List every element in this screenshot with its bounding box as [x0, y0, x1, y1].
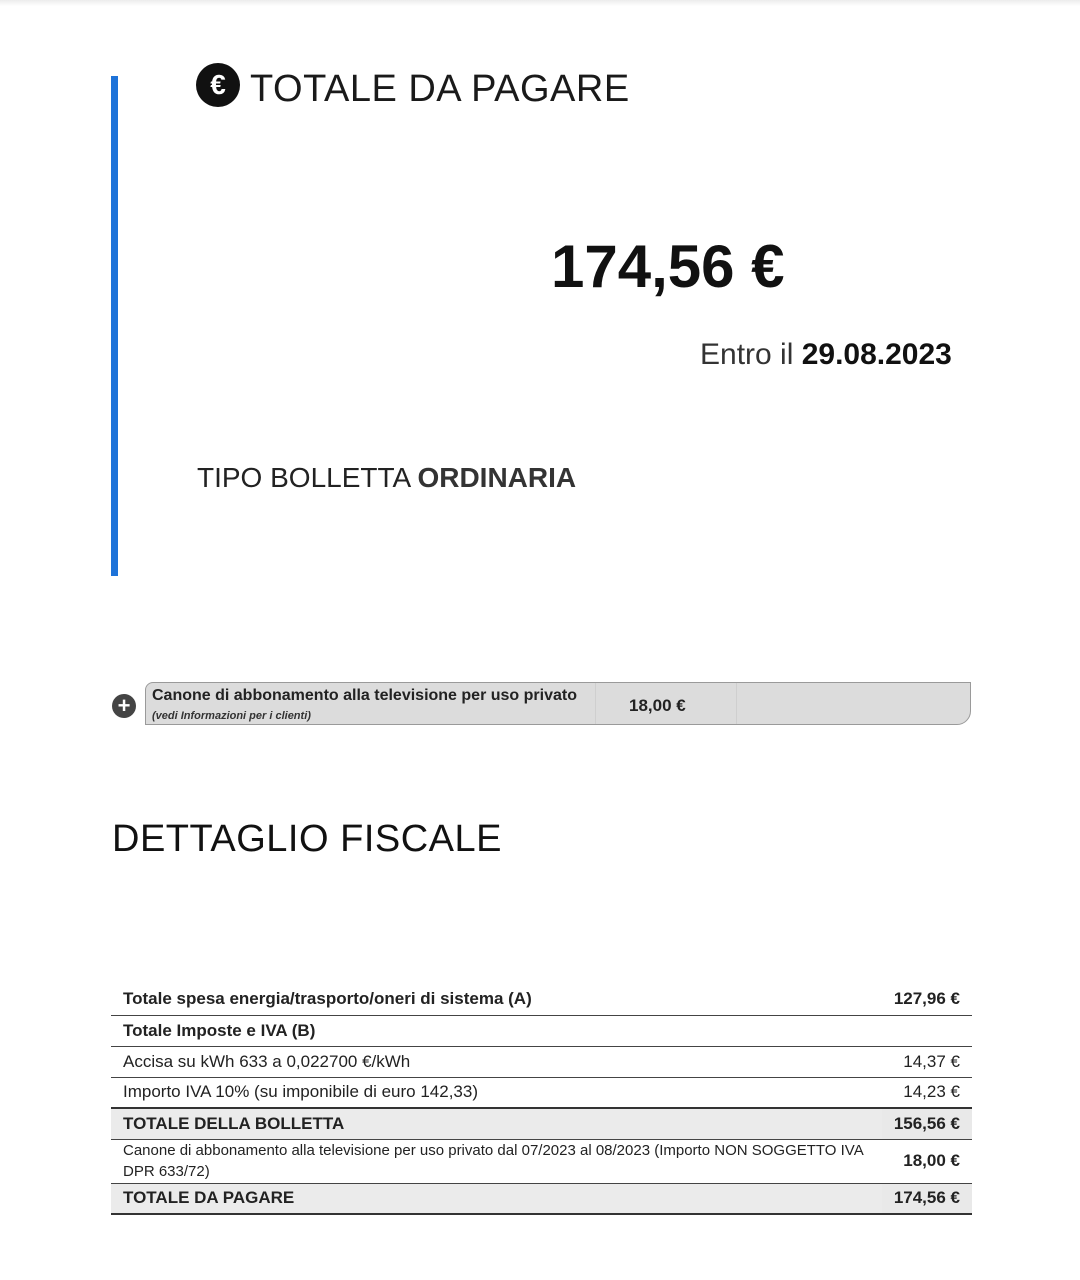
row-label: Totale Imposte e IVA (B) [123, 1020, 316, 1040]
bill-type [197, 462, 576, 494]
row-value: 174,56 € [882, 1183, 972, 1214]
plus-icon[interactable]: + [112, 694, 136, 718]
canone-note: (vedi Informazioni per i clienti) [152, 710, 311, 722]
row-value: 14,23 € [903, 1082, 960, 1102]
fiscal-table [111, 984, 972, 1215]
top-shadow [0, 0, 1080, 6]
row-value: 14,37 € [903, 1051, 960, 1071]
table-row [111, 1015, 972, 1046]
table-row [111, 1077, 972, 1108]
header-title: TOTALE DA PAGARE [250, 68, 630, 110]
euro-icon: € [196, 63, 240, 107]
canone-value: 18,00 € [629, 696, 686, 715]
due-date-value: 29.08.2023 [801, 338, 952, 371]
canone-box [145, 682, 971, 725]
row-value [882, 1015, 972, 1046]
row-value: 127,96 € [893, 989, 960, 1009]
total-header [196, 68, 630, 111]
table-row [111, 1046, 972, 1077]
table-row [111, 1139, 972, 1183]
row-value: 18,00 € [903, 1151, 960, 1170]
table-row [111, 984, 972, 1015]
accent-bar [111, 76, 118, 576]
bill-type-prefix: TIPO BOLLETTA [197, 462, 418, 493]
total-amount: 174,56 € [551, 233, 785, 300]
row-label: Totale spesa energia/trasporto/oneri di sistema (A) [123, 989, 532, 1009]
row-label: Accisa su kWh 633 a 0,022700 €/kWh [123, 1051, 411, 1071]
canone-label: Canone di abbonamento alla televisione per uso privato [152, 687, 577, 704]
bill-type-value: ORDINARIA [417, 462, 577, 493]
row-value: 156,56 € [882, 1108, 972, 1139]
due-prefix: Entro il [700, 338, 802, 371]
row-label: Importo IVA 10% (su imponibile di euro 142,33) [123, 1082, 478, 1102]
row-label: Canone di abbonamento alla televisione per uso privato dal 07/2023 al 08/2023 (Importo NON SOGGETTO IVA DPR 633/72) [123, 1142, 863, 1180]
canone-divider [595, 683, 596, 724]
row-label: TOTALE DELLA BOLLETTA [111, 1108, 882, 1139]
table-row [111, 1183, 972, 1214]
canone-divider [736, 683, 737, 724]
fiscal-title: DETTAGLIO FISCALE [112, 818, 502, 860]
table-row [111, 1108, 972, 1139]
row-label: TOTALE DA PAGARE [111, 1183, 882, 1214]
due-date [700, 338, 952, 372]
